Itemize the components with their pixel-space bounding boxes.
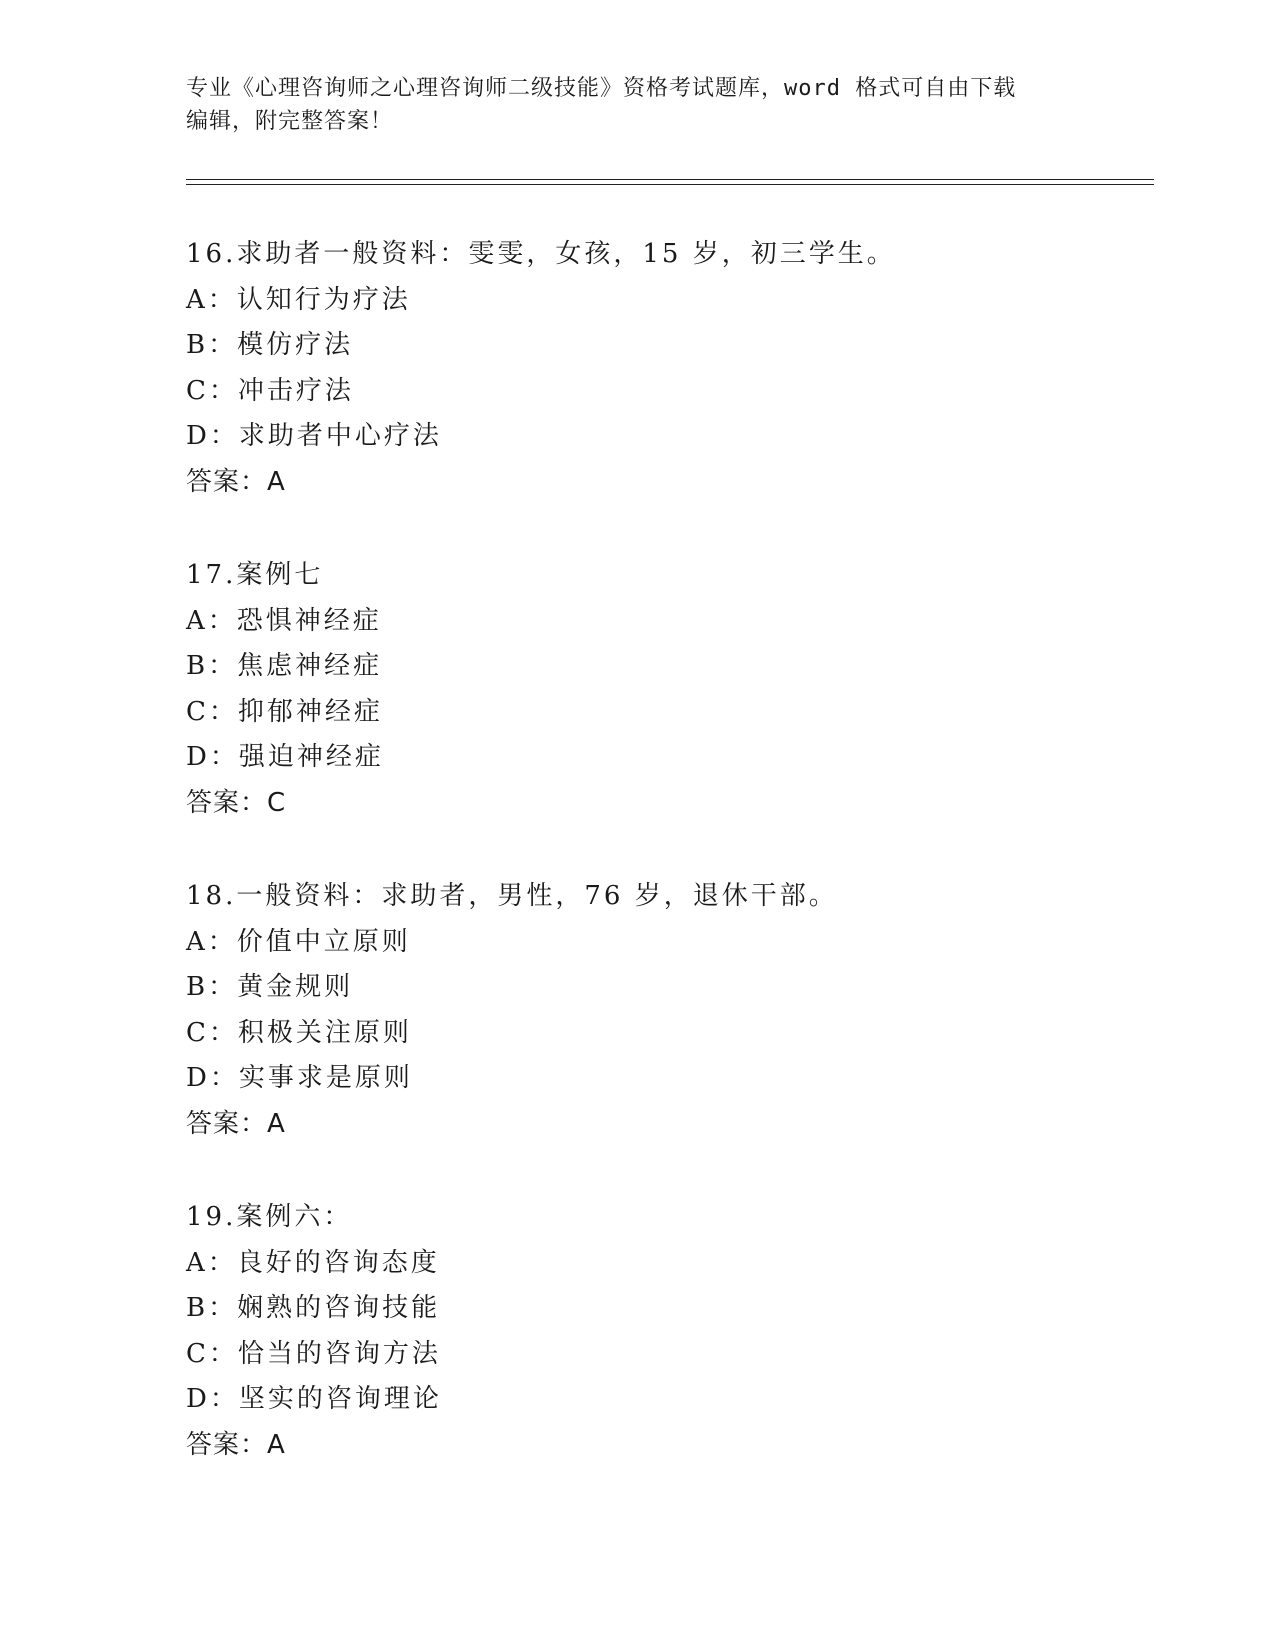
option-a: A：价值中立原则 — [186, 926, 411, 957]
option-c: C：积极关注原则 — [186, 1017, 412, 1048]
question-stem: 18.一般资料：求助者，男性，76 岁，退休干部。 — [186, 881, 838, 911]
answer-line: 答案：A — [186, 1429, 286, 1460]
document-header — [186, 72, 1066, 138]
option-b: B：娴熟的咨询技能 — [186, 1293, 441, 1323]
header-divider-top — [186, 179, 1154, 180]
question-stem: 16.求助者一般资料：雯雯，女孩，15 岁，初三学生。 — [186, 239, 896, 269]
option-a: A：认知行为疗法 — [186, 284, 411, 315]
question-18 — [186, 874, 1146, 1195]
option-d: D：强迫神经症 — [186, 742, 384, 772]
header-line-1: 专业《心理咨询师之心理咨询师二级技能》资格考试题库，word 格式可自由下载 — [186, 76, 1017, 101]
option-d: D：求助者中心疗法 — [186, 421, 442, 451]
option-c: C：恰当的咨询方法 — [186, 1338, 441, 1369]
option-a: A：恐惧神经症 — [186, 605, 382, 636]
header-line-2: 编辑，附完整答案！ — [186, 109, 394, 134]
option-a: A：良好的咨询态度 — [186, 1247, 440, 1278]
option-b: B：焦虑神经症 — [186, 651, 383, 681]
option-c: C：抑郁神经症 — [186, 696, 383, 727]
option-d: D：坚实的咨询理论 — [186, 1384, 442, 1414]
question-list — [186, 232, 1146, 1516]
question-17 — [186, 553, 1146, 874]
option-b: B：黄金规则 — [186, 972, 354, 1002]
answer-line: 答案：C — [186, 787, 287, 818]
question-19 — [186, 1195, 1146, 1516]
question-stem: 17.案例七 — [186, 560, 324, 590]
option-c: C：冲击疗法 — [186, 375, 354, 406]
answer-line: 答案：A — [186, 1108, 286, 1139]
answer-line: 答案：A — [186, 466, 286, 497]
option-d: D：实事求是原则 — [186, 1063, 413, 1093]
option-b: B：模仿疗法 — [186, 330, 354, 360]
question-stem: 19.案例六： — [186, 1202, 353, 1232]
question-16 — [186, 232, 1146, 553]
header-divider-bottom — [186, 184, 1154, 185]
